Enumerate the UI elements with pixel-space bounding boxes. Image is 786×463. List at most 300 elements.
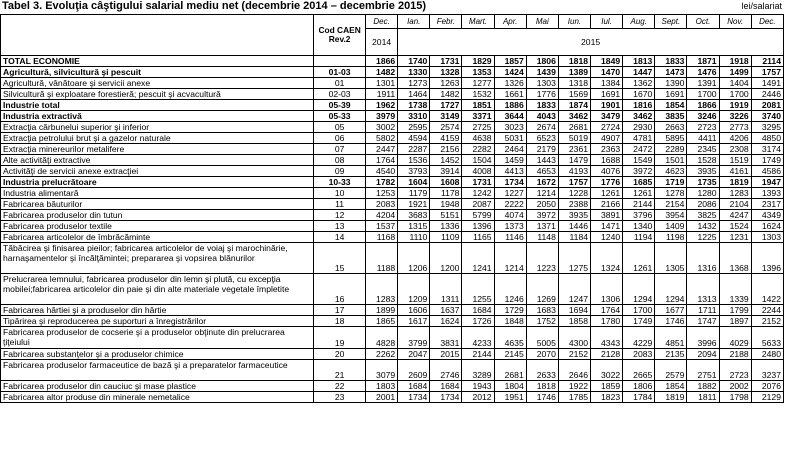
value-cell: 1305	[655, 243, 687, 274]
table-row	[1, 166, 784, 177]
value-cell: 1691	[591, 89, 623, 100]
value-cell: 1608	[430, 177, 462, 188]
value-cell: 1443	[526, 155, 558, 166]
value-cell: 2388	[558, 199, 590, 210]
value-cell: 1785	[558, 391, 590, 402]
value-cell: 1280	[687, 188, 719, 199]
value-cell: 1214	[526, 188, 558, 199]
row-name-cell: Silvicultură şi exploatare forestieră; pescuit şi acvacultură	[1, 89, 314, 100]
value-cell: 4850	[751, 133, 783, 144]
table-row	[1, 188, 784, 199]
value-cell: 2144	[462, 348, 494, 359]
value-cell: 1404	[719, 78, 751, 89]
value-cell: 1501	[655, 155, 687, 166]
row-name-cell: Fabricarea articolelor de îmbrăcăminte	[1, 232, 314, 243]
value-cell: 1816	[623, 100, 655, 111]
value-cell: 3740	[751, 111, 783, 122]
value-cell: 1459	[494, 155, 526, 166]
value-cell: 4413	[494, 166, 526, 177]
row-name-cell: Extracţia cărbunelui superior şi inferior	[1, 122, 314, 133]
header-months-row	[1, 15, 784, 29]
value-cell: 1922	[558, 380, 590, 391]
row-code-cell: 12	[314, 210, 366, 221]
value-cell: 3226	[719, 111, 751, 122]
value-cell: 1764	[591, 305, 623, 316]
value-cell: 1384	[591, 78, 623, 89]
value-cell: 1948	[430, 199, 462, 210]
row-name-cell: Fabricarea produselor de cocserie şi a produselor obţinute din prelucrarea ţiţeiului	[1, 327, 314, 349]
table-row	[1, 144, 784, 155]
value-cell: 3295	[751, 122, 783, 133]
value-cell: 2262	[366, 348, 398, 359]
value-cell: 1168	[366, 232, 398, 243]
salary-table	[0, 14, 784, 403]
value-cell: 2083	[623, 348, 655, 359]
row-code-cell: 08	[314, 155, 366, 166]
table-title: Tabel 3. Evoluţia câştigului salarial mediu net (decembrie 2014 – decembrie 2015)	[2, 0, 427, 12]
row-code-cell: 13	[314, 221, 366, 232]
value-cell: 2154	[655, 199, 687, 210]
month-header: Dec.	[751, 15, 783, 29]
value-cell: 4586	[751, 166, 783, 177]
value-cell: 1200	[430, 243, 462, 274]
table-row	[1, 243, 784, 274]
value-cell: 1206	[398, 243, 430, 274]
row-name-cell: Extracţia minereurilor metalifere	[1, 144, 314, 155]
value-cell: 5633	[751, 327, 783, 349]
value-cell: 2723	[687, 122, 719, 133]
value-cell: 3237	[751, 359, 783, 380]
value-cell: 4159	[430, 133, 462, 144]
row-code-cell	[314, 56, 366, 67]
value-cell: 2094	[687, 348, 719, 359]
value-cell: 1683	[526, 305, 558, 316]
value-cell: 1911	[366, 89, 398, 100]
value-cell: 4300	[558, 327, 590, 349]
month-header: Sept.	[655, 15, 687, 29]
value-cell: 2746	[430, 359, 462, 380]
value-cell: 1499	[719, 67, 751, 78]
month-header: Nov.	[719, 15, 751, 29]
table-row	[1, 155, 784, 166]
value-cell: 2574	[430, 122, 462, 133]
value-cell: 1409	[655, 221, 687, 232]
value-cell: 1362	[623, 78, 655, 89]
value-cell: 1899	[366, 305, 398, 316]
row-code-cell: 05	[314, 122, 366, 133]
value-cell: 1339	[719, 274, 751, 305]
value-cell: 1188	[366, 243, 398, 274]
row-name-cell: Agricultură, silvicultură şi pescuit	[1, 67, 314, 78]
row-name-cell: Fabricarea hârtiei şi a produselor din hârtie	[1, 305, 314, 316]
value-cell: 1740	[398, 56, 430, 67]
value-cell: 1833	[526, 100, 558, 111]
value-cell: 1859	[591, 380, 623, 391]
value-cell: 1819	[655, 391, 687, 402]
value-cell: 4206	[719, 133, 751, 144]
value-cell: 1813	[623, 56, 655, 67]
value-cell: 1318	[558, 78, 590, 89]
value-cell: 1537	[366, 221, 398, 232]
table-row	[1, 89, 784, 100]
value-cell: 2674	[526, 122, 558, 133]
value-cell: 1393	[751, 188, 783, 199]
value-cell: 1283	[366, 274, 398, 305]
month-header: Mai	[526, 15, 558, 29]
value-cell: 4076	[591, 166, 623, 177]
value-cell: 1328	[430, 67, 462, 78]
row-code-cell: 01-03	[314, 67, 366, 78]
value-cell: 2464	[494, 144, 526, 155]
value-cell: 5802	[366, 133, 398, 144]
year-2014-header: 2014	[366, 29, 398, 56]
row-name-cell: Fabricarea produselor din cauciuc şi mase plastice	[1, 380, 314, 391]
row-code-cell: 05-33	[314, 111, 366, 122]
row-name-cell: Industria prelucrătoare	[1, 177, 314, 188]
table-row	[1, 232, 784, 243]
row-name-cell: Industrie total	[1, 100, 314, 111]
value-cell: 1871	[687, 56, 719, 67]
row-code-cell: 01	[314, 78, 366, 89]
value-cell: 1764	[366, 155, 398, 166]
value-cell: 1776	[591, 177, 623, 188]
value-cell: 1700	[623, 305, 655, 316]
row-code-cell: 10	[314, 188, 366, 199]
value-cell: 2725	[462, 122, 494, 133]
value-cell: 1246	[494, 274, 526, 305]
value-cell: 2595	[398, 122, 430, 133]
value-cell: 1849	[591, 56, 623, 67]
value-cell: 4907	[591, 133, 623, 144]
value-cell: 4074	[494, 210, 526, 221]
value-cell: 3831	[430, 327, 462, 349]
unit-label: lei/salariat	[741, 1, 782, 11]
value-cell: 1247	[558, 274, 590, 305]
value-cell: 3954	[655, 210, 687, 221]
value-cell: 1253	[366, 188, 398, 199]
row-code-cell: 18	[314, 316, 366, 327]
value-cell: 3972	[526, 210, 558, 221]
value-cell: 2579	[655, 359, 687, 380]
value-cell: 6523	[526, 133, 558, 144]
value-cell: 2633	[526, 359, 558, 380]
value-cell: 3022	[591, 359, 623, 380]
year-2015-header: 2015	[398, 29, 784, 56]
value-cell: 1422	[751, 274, 783, 305]
value-cell: 2723	[719, 359, 751, 380]
value-cell: 2681	[494, 359, 526, 380]
value-cell: 3462	[558, 111, 590, 122]
value-cell: 1901	[591, 100, 623, 111]
value-cell: 1389	[558, 67, 590, 78]
value-cell: 1303	[526, 78, 558, 89]
value-cell: 1803	[366, 380, 398, 391]
value-cell: 1819	[719, 177, 751, 188]
value-cell: 3002	[366, 122, 398, 133]
value-cell: 1261	[591, 188, 623, 199]
month-header: Ian.	[398, 15, 430, 29]
month-header: Mart.	[462, 15, 494, 29]
value-cell: 1947	[751, 177, 783, 188]
value-cell: 1275	[558, 243, 590, 274]
value-cell: 1311	[430, 274, 462, 305]
value-cell: 3246	[687, 111, 719, 122]
value-cell: 1746	[526, 391, 558, 402]
value-cell: 2447	[366, 144, 398, 155]
value-cell: 1198	[655, 232, 687, 243]
table-row	[1, 380, 784, 391]
row-code-cell: 14	[314, 232, 366, 243]
value-cell: 1918	[719, 56, 751, 67]
value-cell: 1227	[494, 188, 526, 199]
value-cell: 2152	[751, 316, 783, 327]
value-cell: 4540	[366, 166, 398, 177]
value-cell: 1700	[687, 89, 719, 100]
value-cell: 2724	[591, 122, 623, 133]
value-cell: 1109	[430, 232, 462, 243]
row-code-cell: 11	[314, 199, 366, 210]
value-cell: 1301	[366, 78, 398, 89]
value-cell: 5895	[655, 133, 687, 144]
value-cell: 1146	[494, 232, 526, 243]
value-cell: 2480	[751, 348, 783, 359]
value-cell: 1685	[623, 177, 655, 188]
value-cell: 3644	[494, 111, 526, 122]
value-cell: 2609	[398, 359, 430, 380]
value-cell: 4193	[558, 166, 590, 177]
table-row	[1, 274, 784, 305]
value-cell: 2289	[655, 144, 687, 155]
value-cell: 1330	[398, 67, 430, 78]
value-cell: 1688	[591, 155, 623, 166]
table-row	[1, 122, 784, 133]
value-cell: 3935	[687, 166, 719, 177]
table-row	[1, 316, 784, 327]
header-code-cell: Cod CAEN Rev.2	[314, 15, 366, 56]
value-cell: 1303	[751, 232, 783, 243]
value-cell: 1184	[558, 232, 590, 243]
value-cell: 1731	[462, 177, 494, 188]
value-cell: 1231	[719, 232, 751, 243]
row-name-cell: Industria extractivă	[1, 111, 314, 122]
value-cell: 5799	[462, 210, 494, 221]
value-cell: 1780	[591, 316, 623, 327]
table-row	[1, 348, 784, 359]
value-cell: 2751	[687, 359, 719, 380]
value-cell: 1719	[655, 177, 687, 188]
table-row	[1, 391, 784, 402]
value-cell: 2087	[462, 199, 494, 210]
value-cell: 1784	[623, 391, 655, 402]
value-cell: 1148	[526, 232, 558, 243]
table-row	[1, 177, 784, 188]
row-code-cell: 06	[314, 133, 366, 144]
value-cell: 3979	[366, 111, 398, 122]
value-cell: 3462	[623, 111, 655, 122]
value-cell: 4247	[719, 210, 751, 221]
value-cell: 1424	[494, 67, 526, 78]
row-name-cell: Fabricarea altor produse din minerale nemetalice	[1, 391, 314, 402]
value-cell: 1368	[719, 243, 751, 274]
value-cell: 3996	[687, 327, 719, 349]
value-cell: 5019	[558, 133, 590, 144]
value-cell: 1549	[623, 155, 655, 166]
value-cell: 3149	[430, 111, 462, 122]
value-cell: 1482	[366, 67, 398, 78]
value-cell: 3796	[623, 210, 655, 221]
value-cell: 3825	[687, 210, 719, 221]
value-cell: 1749	[623, 316, 655, 327]
value-cell: 2081	[751, 100, 783, 111]
row-name-cell: Fabricarea substanţelor şi a produselor chimice	[1, 348, 314, 359]
value-cell: 1473	[655, 67, 687, 78]
value-cell: 1866	[366, 56, 398, 67]
table-row	[1, 111, 784, 122]
value-cell: 1919	[719, 100, 751, 111]
value-cell: 1340	[623, 221, 655, 232]
row-name-cell: Fabricarea băuturilor	[1, 199, 314, 210]
value-cell: 1569	[558, 89, 590, 100]
value-cell: 1854	[655, 100, 687, 111]
value-cell: 1471	[591, 221, 623, 232]
row-code-cell: 22	[314, 380, 366, 391]
value-cell: 2472	[623, 144, 655, 155]
value-cell: 1209	[398, 274, 430, 305]
value-cell: 3079	[366, 359, 398, 380]
value-cell: 1476	[687, 67, 719, 78]
value-cell: 2144	[623, 199, 655, 210]
value-cell: 2345	[687, 144, 719, 155]
value-cell: 1470	[591, 67, 623, 78]
value-cell: 1734	[430, 391, 462, 402]
row-name-cell: Fabricarea produselor farmaceutice de bază şi a preparatelor farmaceutice	[1, 359, 314, 380]
value-cell: 1848	[494, 316, 526, 327]
month-header: Apr.	[494, 15, 526, 29]
month-header: Febr.	[430, 15, 462, 29]
value-cell: 1684	[398, 380, 430, 391]
value-cell: 1294	[623, 274, 655, 305]
value-cell: 3891	[591, 210, 623, 221]
value-cell: 1735	[687, 177, 719, 188]
value-cell: 1519	[719, 155, 751, 166]
value-cell: 1799	[719, 305, 751, 316]
value-cell: 1811	[687, 391, 719, 402]
value-cell: 3174	[751, 144, 783, 155]
row-code-cell: 02-03	[314, 89, 366, 100]
value-cell: 1729	[494, 305, 526, 316]
value-cell: 1242	[462, 188, 494, 199]
value-cell: 3935	[558, 210, 590, 221]
value-cell: 4411	[687, 133, 719, 144]
value-cell: 1396	[751, 243, 783, 274]
table-row	[1, 305, 784, 316]
value-cell: 2128	[591, 348, 623, 359]
value-cell: 2179	[526, 144, 558, 155]
value-cell: 5031	[494, 133, 526, 144]
value-cell: 1886	[494, 100, 526, 111]
value-cell: 3023	[494, 122, 526, 133]
value-cell: 2152	[558, 348, 590, 359]
value-cell: 4008	[462, 166, 494, 177]
value-cell: 1391	[687, 78, 719, 89]
value-cell: 3793	[398, 166, 430, 177]
value-cell: 1316	[687, 243, 719, 274]
value-cell: 1731	[430, 56, 462, 67]
value-cell: 1269	[526, 274, 558, 305]
row-code-cell: 21	[314, 359, 366, 380]
value-cell: 1313	[687, 274, 719, 305]
value-cell: 3914	[430, 166, 462, 177]
value-cell: 1866	[687, 100, 719, 111]
value-cell: 4653	[526, 166, 558, 177]
value-cell: 1294	[655, 274, 687, 305]
row-name-cell: Fabricarea produselor din tutun	[1, 210, 314, 221]
value-cell: 1865	[366, 316, 398, 327]
value-cell: 1479	[558, 155, 590, 166]
row-name-cell: Tăbăcirea şi finisarea pieilor; fabricarea articolelor de voiaj şi marochinărie, harnaşamentelor şi încălţămintei; prepararea şi vopsirea blănurilor	[1, 243, 314, 274]
value-cell: 3371	[462, 111, 494, 122]
table-row	[1, 56, 784, 67]
value-cell: 2076	[751, 380, 783, 391]
table-row	[1, 100, 784, 111]
value-cell: 2047	[398, 348, 430, 359]
value-cell: 1283	[719, 188, 751, 199]
value-cell: 4161	[719, 166, 751, 177]
value-cell: 1223	[526, 243, 558, 274]
value-cell: 1684	[462, 305, 494, 316]
value-cell: 2363	[591, 144, 623, 155]
value-cell: 4043	[526, 111, 558, 122]
value-cell: 2012	[462, 391, 494, 402]
row-name-cell: Agricultură, vânătoare şi servicii anexe	[1, 78, 314, 89]
value-cell: 3835	[655, 111, 687, 122]
value-cell: 2665	[623, 359, 655, 380]
value-cell: 2145	[494, 348, 526, 359]
value-cell: 2083	[366, 199, 398, 210]
value-cell: 1536	[398, 155, 430, 166]
value-cell: 1700	[719, 89, 751, 100]
value-cell: 2222	[494, 199, 526, 210]
value-cell: 2135	[655, 348, 687, 359]
value-cell: 1818	[526, 380, 558, 391]
table-row	[1, 78, 784, 89]
value-cell: 2156	[430, 144, 462, 155]
value-cell: 2317	[751, 199, 783, 210]
value-cell: 1439	[526, 67, 558, 78]
value-cell: 3683	[398, 210, 430, 221]
value-cell: 2681	[558, 122, 590, 133]
value-cell: 1897	[719, 316, 751, 327]
value-cell: 1818	[558, 56, 590, 67]
value-cell: 1336	[430, 221, 462, 232]
value-cell: 1228	[558, 188, 590, 199]
value-cell: 3310	[398, 111, 430, 122]
value-cell: 1746	[655, 316, 687, 327]
value-cell: 1604	[398, 177, 430, 188]
value-cell: 1738	[398, 100, 430, 111]
value-cell: 1306	[591, 274, 623, 305]
row-code-cell: 05-39	[314, 100, 366, 111]
value-cell: 4638	[462, 133, 494, 144]
value-cell: 1726	[462, 316, 494, 327]
value-cell: 2308	[719, 144, 751, 155]
row-name-cell: Fabricarea produselor textile	[1, 221, 314, 232]
value-cell: 1240	[591, 232, 623, 243]
value-cell: 4233	[462, 327, 494, 349]
value-cell: 3799	[398, 327, 430, 349]
value-cell: 2188	[719, 348, 751, 359]
value-cell: 4635	[494, 327, 526, 349]
